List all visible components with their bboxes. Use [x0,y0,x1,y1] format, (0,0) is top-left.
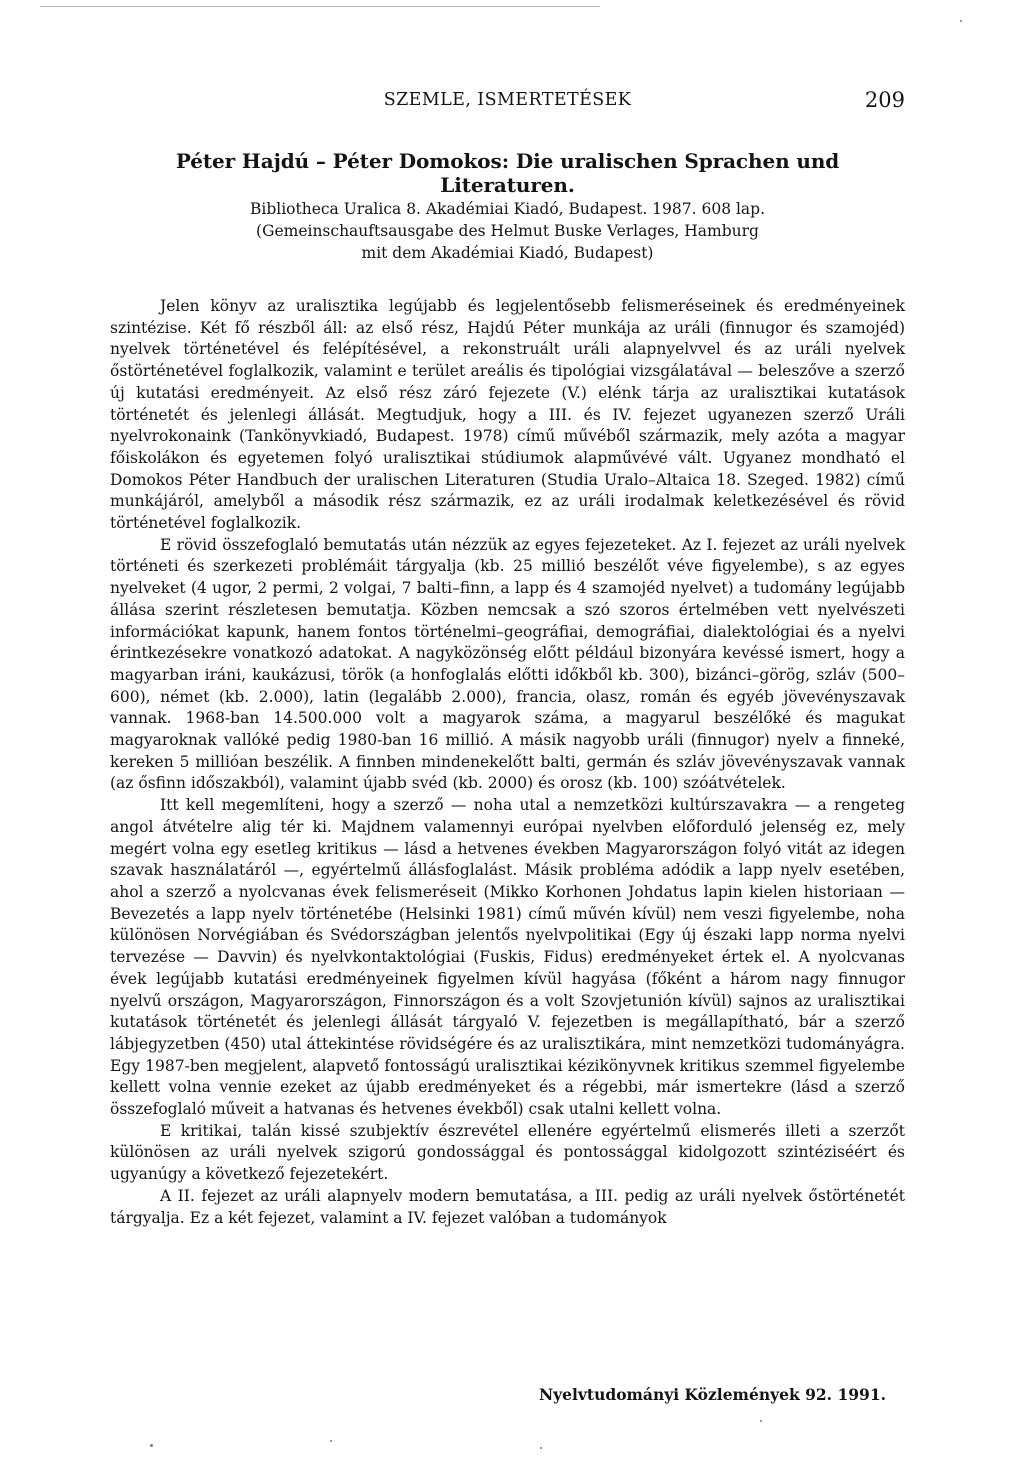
body-paragraph: E rövid összefoglaló bemutatás után nézzük az egyes fejezeteket. Az I. fejezet az uráli nyelvek történeti és szerkezeti problémáit tárgyalja (kb. 25 millió beszélőt véve figyelembe), s az egyes nyelveket (4 ugor, 2 permi, 2 volgai, 7 balti–finn, a lapp és 4 szamojéd nyelvet) a tudomány legújabb állása szerint részletesen bemutatja. Közben nemcsak a szó szoros értelmében vett nyelvészeti információkat kapunk, hanem fontos történelmi–geográfiai, demográfiai, dialektológiai és a nyelvi érintkezésekre vonatkozó adatokat. A nagyközönség előtt például bizonyára kevéssé ismert, hogy a magyarban iráni, kaukázusi, török (a honfoglalás előtti időkből kb. 300), bizánci–görög, szláv (500–600), német (kb. 2.000), latin (legalább 2.000), francia, olasz, román és egyéb jövevényszavak vannak. 1968-ban 14.500.000 volt a magyarok száma, a magyarul beszélőké és magukat magyaroknak vallóké pedig 1980-ban 16 millió. A másik nagyobb uráli (finnugor) nyelv a finneké, kereken 5 millióan beszélik. A finnben mindenekelőtt balti, germán és szláv jövevényszavak vannak (az ősfinn időszakból), valamint újabb svéd (kb. 2000) és orosz (kb. 100) szóátvételek. [110,535,905,793]
running-header [110,88,905,118]
review-body [110,296,905,1229]
scan-speck [760,1420,762,1422]
body-paragraph: Itt kell megemlíteni, hogy a szerző — noha utal a nemzetközi kultúrszavakra — a rengeteg angol átvételre alig tér ki. Majdnem valamennyi európai nyelvben előforduló jelenség ez, mely megért volna egy esetleg kritikus — lásd a hetvenes években Magyarországon folyó vitát az idegen szavak használatáról —, egyértelmű állásfoglalást. Másik probléma adódik a lapp nyelv esetében, ahol a szerző a nyolcvanas évek felismeréseit (Mikko Korhonen Johdatus lapin kielen historiaan — Bevezetés a lapp nyelv történetébe (Helsinki 1981) című művén kívül) nem veszi figyelembe, noha különösen Norvégiában és Svédországban jelentős nyelvpolitikai (Egy új északi lapp norma nyelvi tervezése — Davvin) és nyelvkontaktológiai (Fuskis, Fidus) eredményeket értek el. A nyolcvanas évek legújabb kutatási eredményeinek figyelmen kívül hagyása (főként a három nagy finnugor nyelvű országon, Magyarországon, Finnországon és a volt Szovjetunión kívül) sajnos az uralisztikai kutatások történetét és jelenlegi állását tárgyaló V. fejezetben is megállapítható, bár a szerző lábjegyzetben (450) utal áttekintése rövidségére és az uralisztikára, mint nemzetközi tudományágra. Egy 1987-ben megjelent, alapvető fontosságú uralisztikai kézikönyvnek kritikus szemmel figyelembe kellett volna vennie ezeket az újabb eredményeket és a régebbi, már ismertekre (lásd a szerző összefoglaló műveit a hatvanas és hetvenes évekből) csak utalni kellett volna. [110,796,905,1119]
scan-speck [330,1440,332,1442]
bibliographic-info [110,198,905,264]
bibliographic-line: mit dem Akadémiai Kiadó, Budapest) [361,244,654,262]
bibliographic-line: (Gemeinschauftsausgabe des Helmut Buske Verlages, Hamburg [256,222,759,240]
body-paragraph: Jelen könyv az uralisztika legújabb és legjelentősebb felismeréseinek és eredményeinek szintézise. Két fő részből áll: az első rész, Hajdú Péter munkája az uráli (finnugor és szamojéd) nyelvek történetével és felépítésével, a rekonstruált uráli alapnyelvvel és az uráli nyelvek őstörténetével foglalkozik, valamint e terület areális és tipológiai vizsgálatával — beleszőve a szerző új kutatási eredményeit. Az első rész záró fejezete (V.) elénk tárja az uralisztikai kutatások történetét és jelenlegi állását. Megtudjuk, hogy a III. és IV. fejezet ugyanezen szerző Uráli nyelvrokonaink (Tankönyvkiadó, Budapest. 1978) című művéből származik, mely azóta a magyar főiskolákon és egyetemen folyó uralisztikai stúdiumok alapművévé vált. Ugyanez mondható el Domokos Péter Handbuch der uralischen Literaturen (Studia Uralo–Altaica 18. Szeged. 1982) című munkájáról, amelyből a második rész származik, ez az uráli irodalmak keletkezésével és rövid történetével foglalkozik. [110,297,905,533]
bibliographic-line: Bibliotheca Uralica 8. Akadémiai Kiadó, Budapest. 1987. 608 lap. [249,200,766,218]
review-title: Péter Hajdú – Péter Domokos: Die uralischen Sprachen und Literaturen. [175,149,840,197]
page-number: 209 [864,88,905,112]
journal-footer: Nyelvtudományi Közlemények 92. 1991. [539,1385,886,1404]
scan-edge-line [40,6,600,7]
scan-speck [150,1444,153,1447]
scan-speck [960,20,962,22]
body-paragraph: E kritikai, talán kissé szubjektív észrevétel ellenére egyértelmű elismerés illeti a szerzőt különösen az uráli nyelvek szigorú gondossággal és pontossággal kidolgozott szintéziséért és ugyanúgy a következő fejezetekért. [110,1121,905,1184]
scan-speck [540,1447,542,1449]
body-paragraph: A II. fejezet az uráli alapnyelv modern bemutatása, a III. pedig az uráli nyelvek őstörténetét tárgyalja. Ez a két fejezet, valamint a IV. fejezet valóban a tudományok [110,1186,905,1227]
section-title: SZEMLE, ISMERTETÉSEK [383,90,632,110]
